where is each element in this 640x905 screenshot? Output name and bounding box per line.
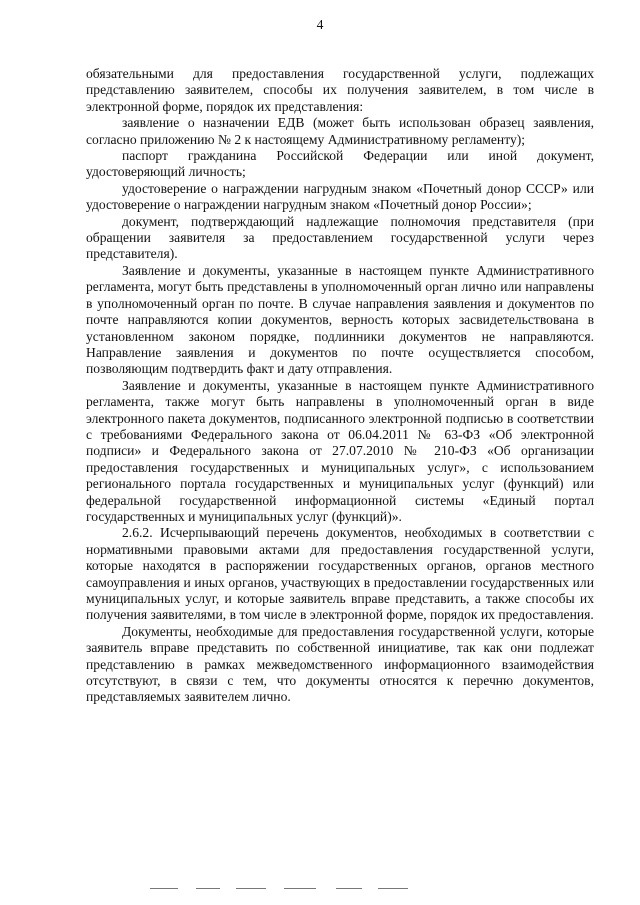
document-body (86, 66, 594, 706)
scan-mark (236, 888, 266, 889)
paragraph-section-2-6-2: 2.6.2. Исчерпывающий перечень документов, необходимых в соответствии с нормативными правовыми актами для предоставления государственной услуги, которые находятся в распоряжении государственных органов, органов местного самоуправления и иных органов, участвующих в предоставлении государственных или муниципальных услуг, и которые заявитель вправе представить, а также способы их получения заявителями, в том числе в электронной форме, порядок их предоставления. (86, 525, 594, 623)
list-item-representative-document: документ, подтверждающий надлежащие полномочия представителя (при обращении заявителя за предоставлением государственной услуги через представителя). (86, 213, 594, 262)
paragraph-interagency-documents: Документы, необходимые для предоставления государственной услуги, которые заявитель вправе представить по собственной инициативе, так как они подлежат представлению в рамках межведомственного информационного взаимодействия отсутствуют, в связи с тем, что документы относятся к перечню документов, представляемых заявителем лично. (86, 623, 594, 705)
paragraph-electronic-submission: Заявление и документы, указанные в настоящем пункте Административного регламента, также могут быть направлены в уполномоченный орган в виде электронного пакета документов, подписанного электронной подписью в соответствии с требованиями Федерального закона от 06.04.2011 № 63-ФЗ «Об электронной подписи» и Федерального закона от 27.07.2010 № 210-ФЗ «Об организации предоставления государственных и муниципальных услуг», с использованием регионального портала государственных и муниципальных услуг (функций) или федеральной государственной информационной системы «Единый портал государственных и муниципальных услуг (функций)». (86, 377, 594, 524)
list-item-application: заявление о назначении ЕДВ (может быть использован образец заявления, согласно приложению № 2 к настоящему Административному регламенту); (86, 115, 594, 147)
paragraph-intro: обязательными для предоставления государственной услуги, подлежащих представлению заявителем, способы их получения заявителем, в том числе в электронной форме, порядок их представления: (86, 66, 594, 114)
list-item-passport: паспорт гражданина Российской Федерации или иной документ, удостоверяющий личность; (86, 148, 594, 180)
page-number: 4 (316, 17, 324, 32)
scan-mark (284, 888, 316, 889)
list-item-donor-certificate: удостоверение о награждении нагрудным знаком «Почетный донор СССР» или удостоверение о награждении нагрудным знаком «Почетный донор России»; (86, 180, 594, 213)
scan-mark (150, 888, 178, 889)
scan-mark (336, 888, 362, 889)
scan-mark (378, 888, 408, 889)
paragraph-postal-submission: Заявление и документы, указанные в настоящем пункте Административного регламента, могут быть представлены в уполномоченный орган лично или направлены в уполномоченный орган по почте. В случае направления заявления и документов по почте направляются копии документов, верность которых засвидетельствована в установленном законом порядке, подлинники документов не направляются. Направление заявления и документов по почте осуществляется способом, позволяющим подтвердить факт и дату отправления. (86, 262, 594, 377)
scan-bottom-marks (0, 880, 640, 900)
scan-mark (196, 888, 220, 889)
